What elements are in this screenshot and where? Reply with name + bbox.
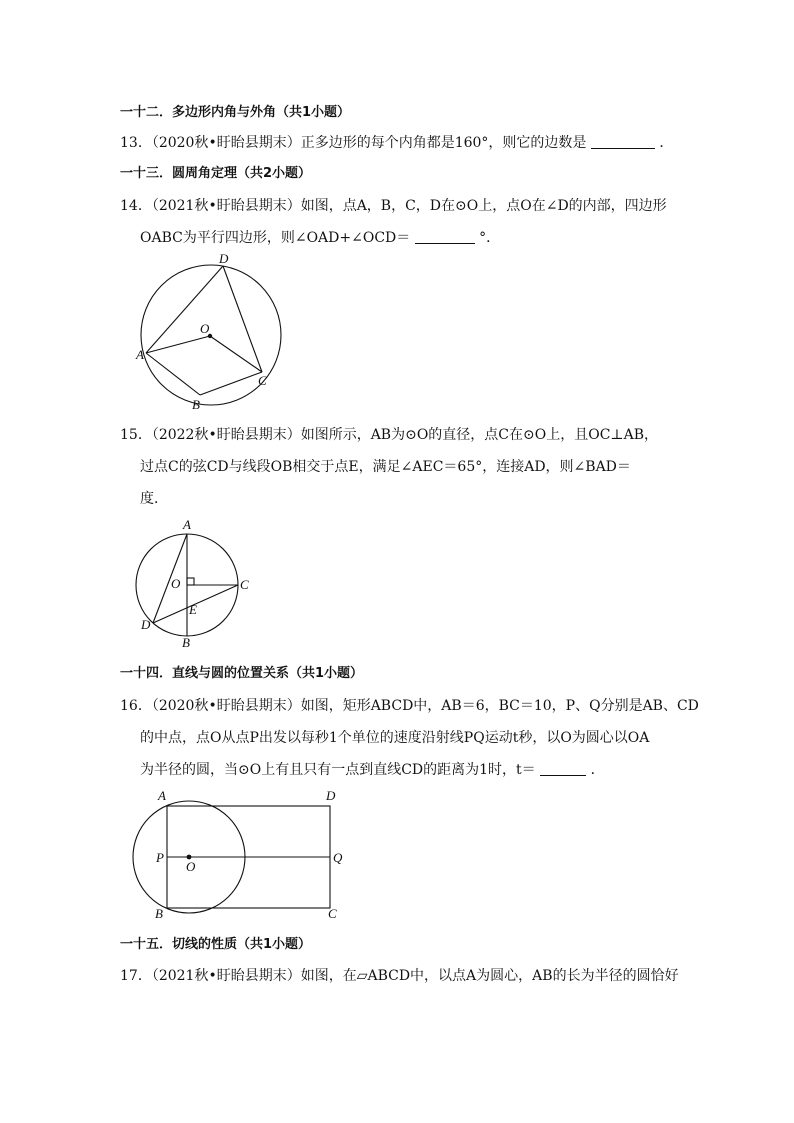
segment-oc — [210, 336, 262, 372]
label-b: B — [182, 635, 190, 650]
answer-blank-16[interactable] — [540, 761, 586, 776]
label-c: C — [258, 373, 267, 388]
label-o: O — [171, 576, 181, 591]
figure-14-circle-parallelogram — [130, 251, 290, 415]
label-q: Q — [333, 850, 343, 865]
label-b: B — [192, 397, 200, 412]
section-heading-polygon-angles: 一十二．多边形内角与外角（共1小题） — [120, 105, 351, 120]
label-d: D — [141, 617, 151, 632]
question-15-text: 过点C的弦CD与线段OB相交于点E，满足∠AEC＝65°，连接AD，则∠BAD＝ — [140, 459, 631, 475]
right-angle-mark — [187, 578, 194, 585]
section-heading-inscribed-angle: 一十三．圆周角定理（共2小题） — [120, 166, 312, 181]
segment-ab — [146, 353, 200, 395]
section-heading-tangent-properties: 一十五．切线的性质（共1小题） — [120, 937, 312, 952]
figure-16-rectangle-circle — [130, 785, 360, 925]
question-13 — [120, 133, 673, 153]
question-16-line-1: 16．（2020秋•盱眙县期末）如图，矩形ABCD中，AB＝6，BC＝10，P、Q分别是AB、CD — [120, 698, 699, 714]
question-14-line-1: 14．（2021秋•盱眙县期末）如图，点A，B，C，D在⊙O上，点O在∠D的内部，四边形 — [120, 198, 667, 214]
label-a: A — [183, 517, 191, 532]
question-16-end: ． — [590, 762, 605, 778]
question-16-line-2: 的中点，点O从点P出发以每秒1个单位的速度沿射线PQ运动t秒，以O为圆心以OA — [140, 730, 650, 746]
label-a: A — [136, 347, 144, 362]
label-p: P — [156, 850, 164, 865]
question-13-text: 13．（2020秋•盱眙县期末）正多边形的每个内角都是160°，则它的边数是 — [120, 135, 587, 151]
label-c: C — [328, 906, 337, 921]
segment-oa — [146, 336, 210, 353]
label-b: B — [155, 906, 163, 921]
label-d: D — [326, 788, 336, 803]
question-14-end: °． — [479, 230, 501, 246]
segment-da — [146, 266, 223, 353]
question-14-text: OABC为平行四边形，则∠OAD+∠OCD＝ — [140, 230, 411, 246]
question-17-line-1: 17．（2021秋•盱眙县期末）如图，在▱ABCD中，以点A为圆心，AB的长为半径的圆恰好 — [120, 968, 679, 984]
question-16-text: 为半径的圆，当⊙O上有且只有一点到直线CD的距离为1时，t＝ — [140, 762, 536, 778]
label-o: O — [186, 859, 196, 874]
label-o: O — [200, 321, 210, 336]
label-c: C — [240, 577, 249, 592]
question-15-line-1: 15．（2022秋•盱眙县期末）如图所示，AB为⊙O的直径，点C在⊙O上，且OC⊥AB， — [120, 427, 658, 443]
section-heading-line-circle-position: 一十四．直线与圆的位置关系（共1小题） — [120, 666, 364, 681]
question-16-line-3 — [140, 760, 605, 780]
question-15-line-2 — [140, 457, 635, 477]
question-15-line-3: 度． — [140, 491, 168, 507]
label-e: E — [189, 602, 197, 617]
question-14-line-2 — [140, 228, 500, 248]
figure-15-circle-diameter — [128, 515, 268, 655]
label-a: A — [158, 788, 166, 803]
label-d: D — [219, 251, 229, 266]
answer-blank-13[interactable] — [591, 134, 655, 149]
question-13-end: ． — [659, 135, 674, 151]
answer-blank-14[interactable] — [415, 229, 475, 244]
